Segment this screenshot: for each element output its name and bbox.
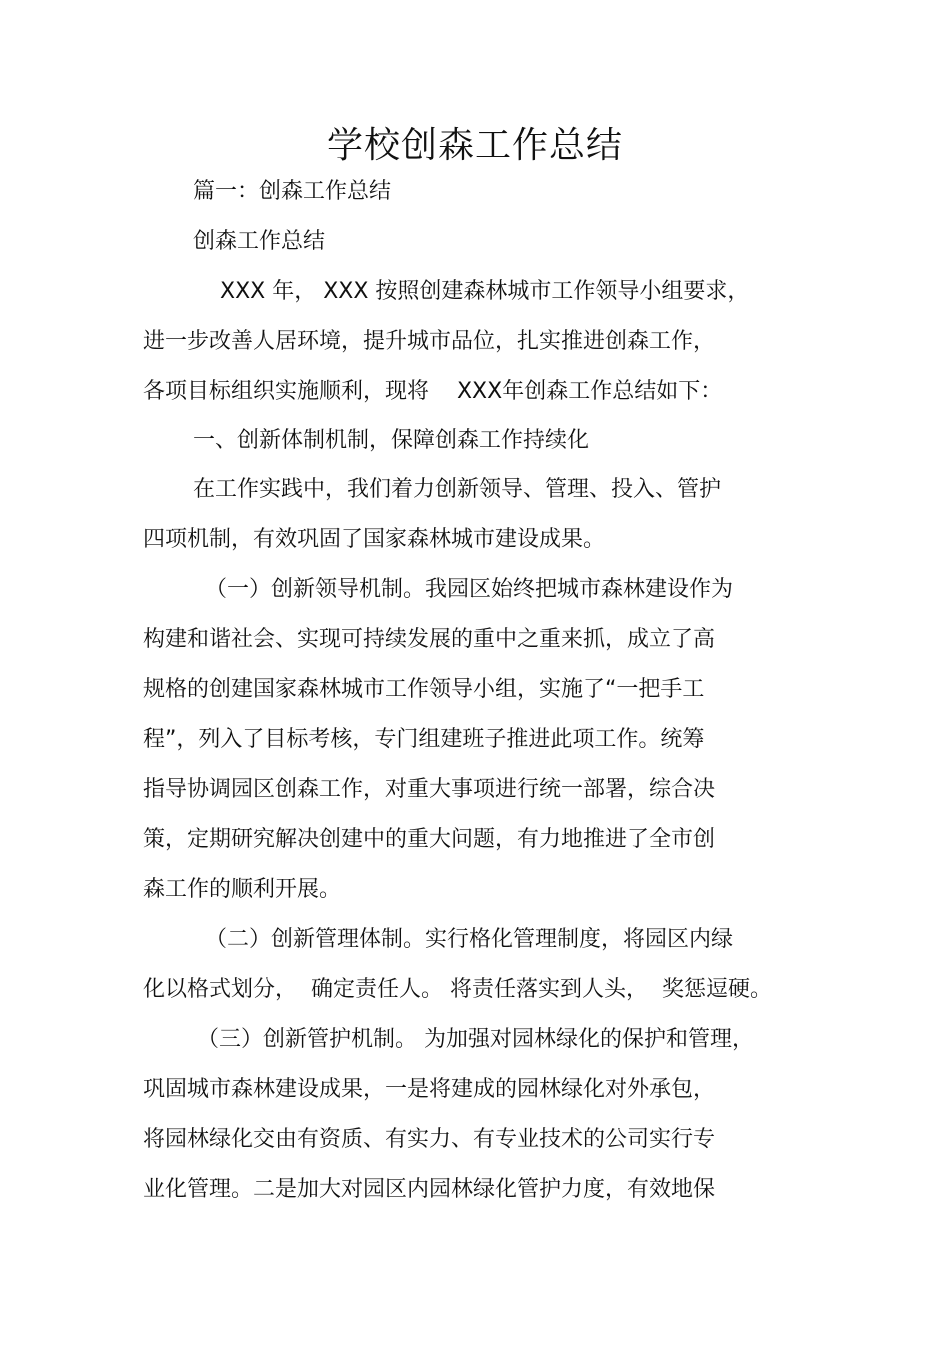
paragraph-line: 指导协调园区创森工作，对重大事项进行统一部署，综合决 [143,777,716,802]
paragraph-line: 规格的创建国家森林城市工作领导小组，实施了“一把手工 [143,677,705,702]
paragraph-line: 策，定期研究解决创建中的重大问题，有力地推进了全市创 [143,827,716,852]
paragraph-line: 四项机制，有效巩固了国家森林城市建设成果。 [143,527,606,552]
paragraph-line: 将园林绿化交由有资质、有实力、有专业技术的公司实行专 [143,1127,716,1152]
paragraph-line: 篇一：创森工作总结 [193,179,392,204]
paragraph-line: 构建和谐社会、实现可持续发展的重中之重来抓，成立了高 [143,627,716,652]
paragraph-line: XXX 年， XXX 按照创建森林城市工作领导小组要求， [220,279,750,304]
paragraph-line: 森工作的顺利开展。 [143,877,342,902]
paragraph-line: 各项目标组织实施顺利，现将 XXX年创森工作总结如下： [143,379,723,404]
paragraph-line: 进一步改善人居环境，提升城市品位，扎实推进创森工作， [143,329,716,354]
paragraph-line: （一）创新领导机制。我园区始终把城市森林建设作为 [205,577,734,602]
section-heading: 一、创新体制机制，保障创森工作持续化 [193,428,590,453]
paragraph-line: 巩固城市森林建设成果，一是将建成的园林绿化对外承包， [143,1077,716,1102]
paragraph-line: （二）创新管理体制。实行格化管理制度，将园区内绿 [205,927,734,952]
paragraph-line: 在工作实践中，我们着力创新领导、管理、投入、管护 [193,477,722,502]
page-title: 学校创森工作总结 [326,125,623,166]
paragraph-line: 创森工作总结 [193,229,326,254]
paragraph-line: 业化管理。二是加大对园区内园林绿化管护力度，有效地保 [143,1177,716,1202]
paragraph-line: 化以格式划分， 确定责任人。 将责任落实到人头， 奖惩逗硬。 [143,977,772,1002]
paragraph-line: 程”，列入了目标考核，专门组建班子推进此项工作。统筹 [143,727,705,752]
paragraph-line: （三）创新管护机制。 为加强对园林绿化的保护和管理， [197,1027,754,1052]
